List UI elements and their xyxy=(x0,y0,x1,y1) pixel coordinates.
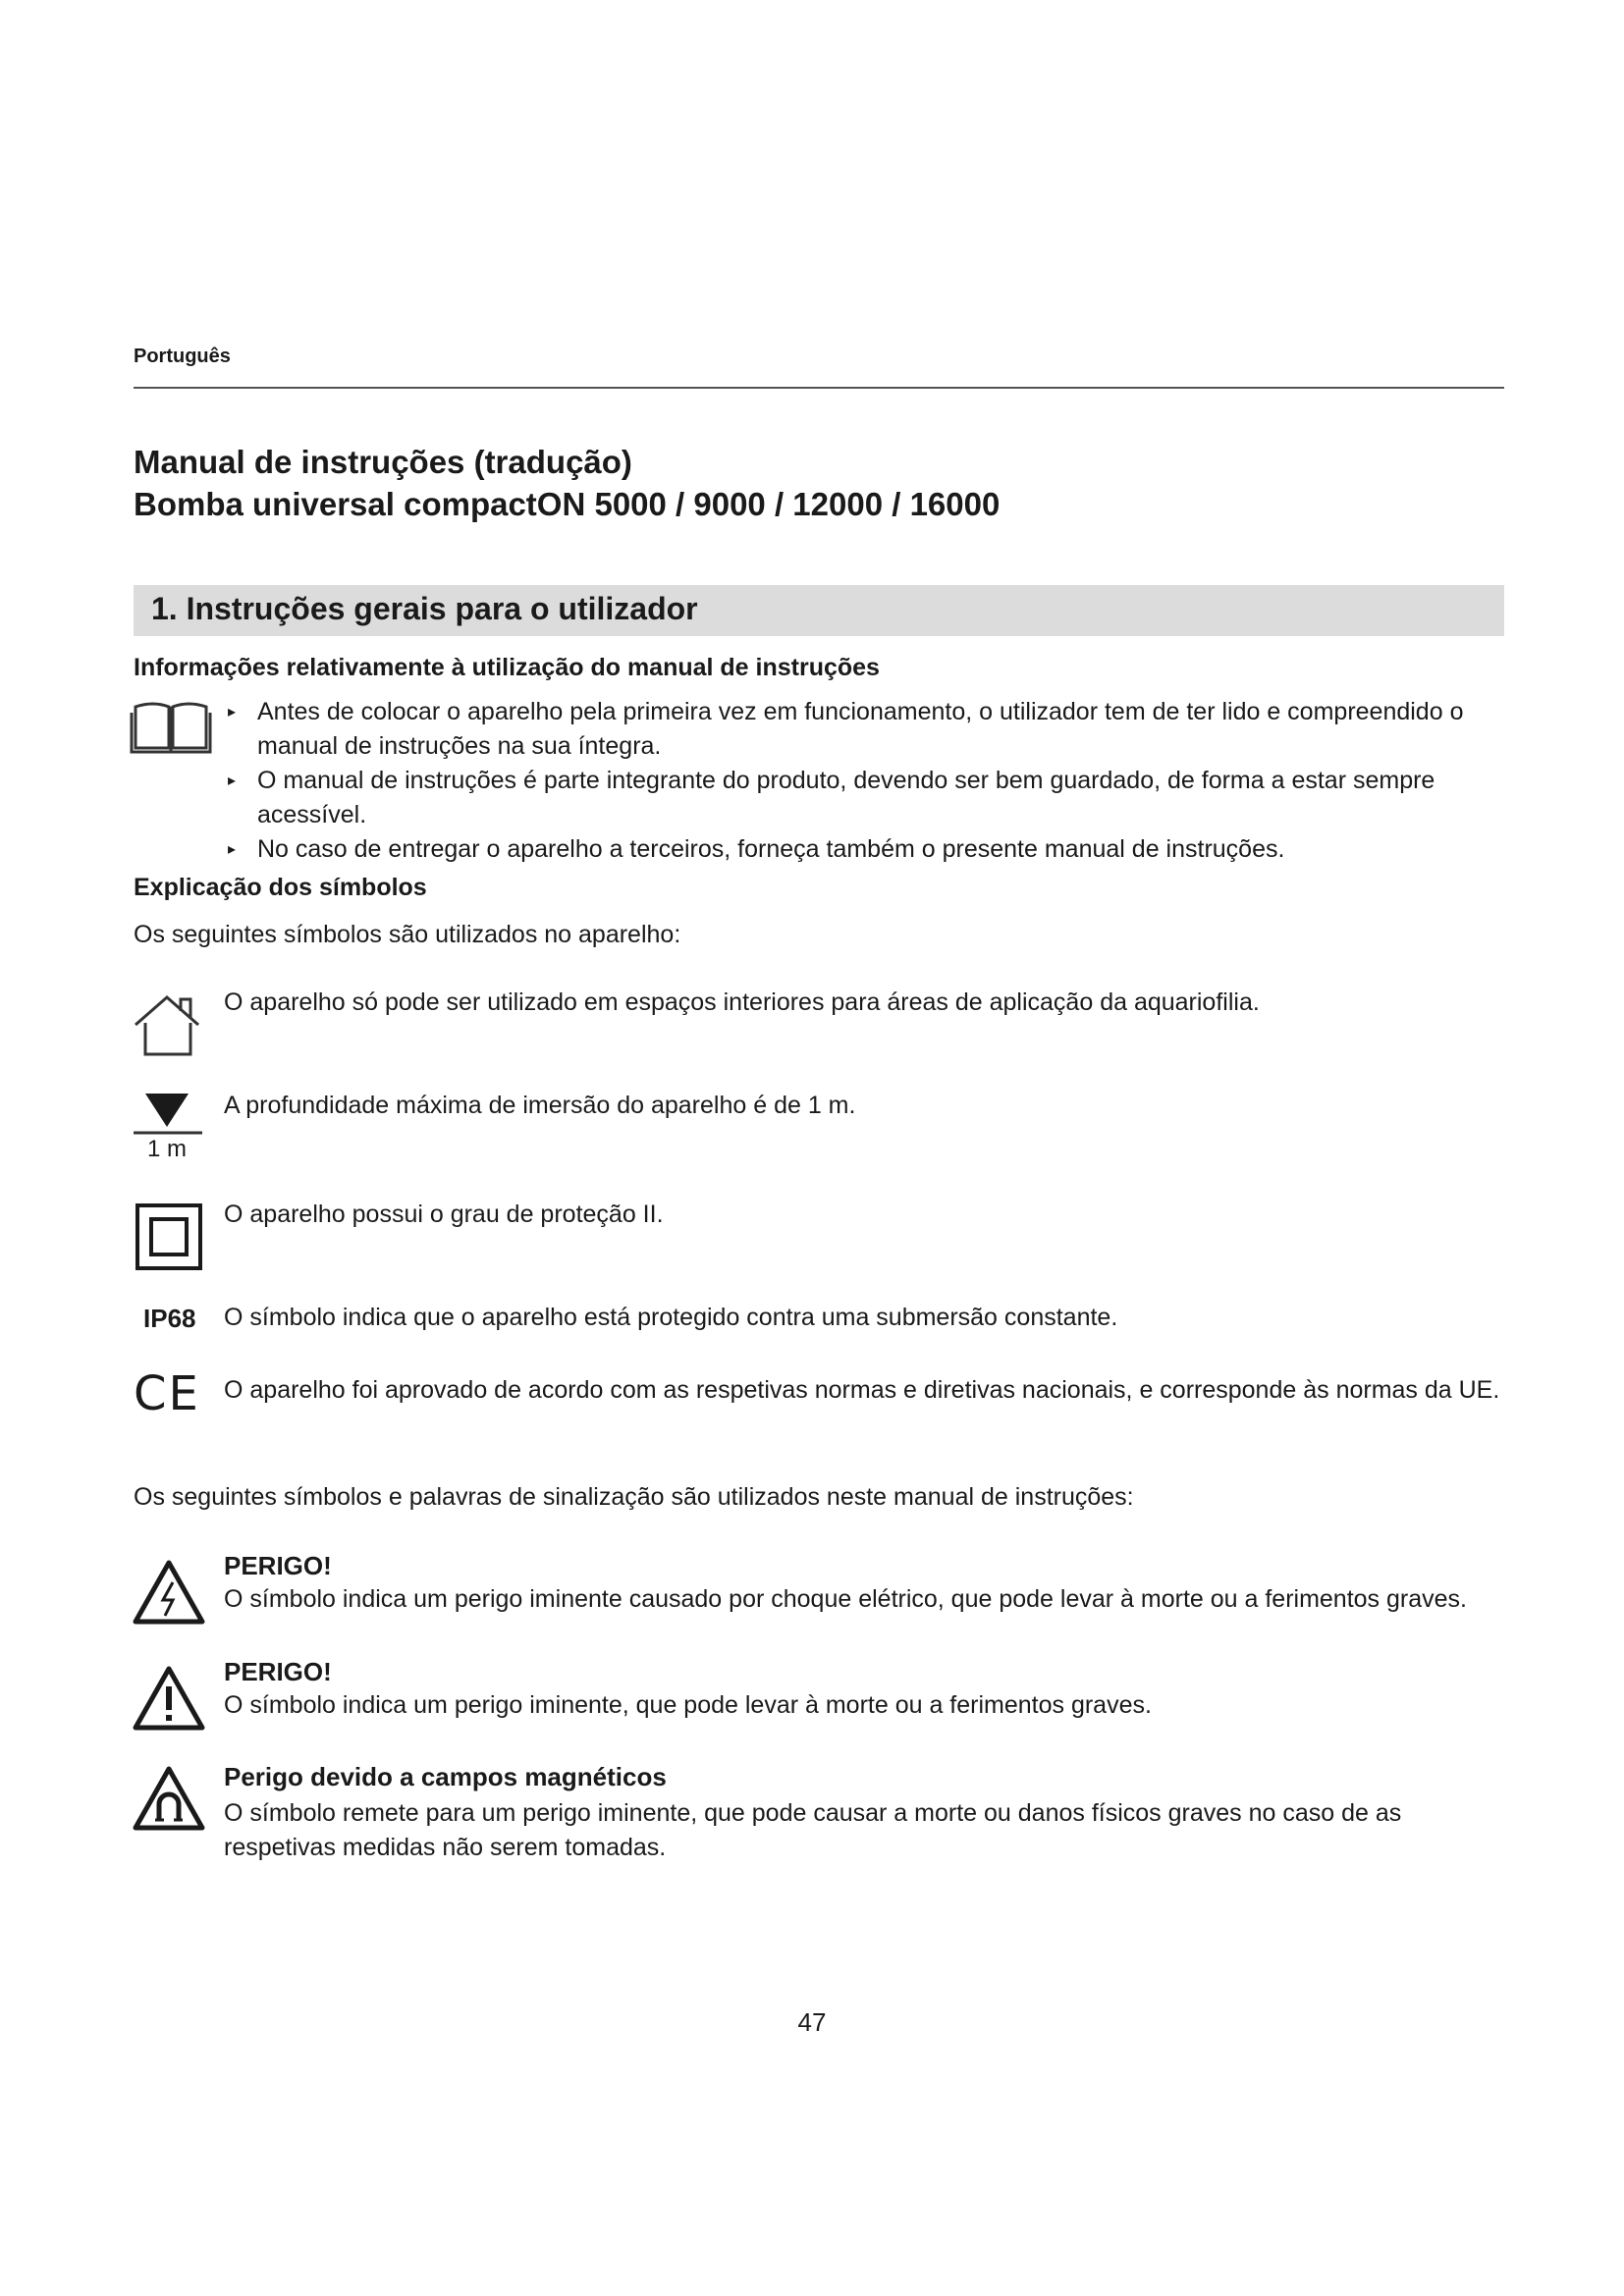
list-item: ▸ O manual de instruções é parte integrante do produto, devendo ser bem guardado, de forma a estar sempre acessível. xyxy=(224,764,1510,832)
open-book-icon xyxy=(130,699,212,754)
depth-icon xyxy=(132,1092,204,1160)
symbol-indoor-text: O aparelho só pode ser utilizado em espaços interiores para áreas de aplicação da aquariofilia. xyxy=(224,988,1260,1016)
bullet-arrow-icon: ▸ xyxy=(228,704,237,721)
page-number: 47 xyxy=(797,2007,827,2037)
symbol-protection-text: O aparelho possui o grau de proteção II. xyxy=(224,1201,664,1228)
manual-usage-list xyxy=(224,695,1510,867)
warning-magnetic-text: O símbolo remete para um perigo iminente, que pode causar a morte ou danos físicos graves no caso de as respetivas medidas não serem tomadas. xyxy=(224,1799,1402,1861)
magnetic-field-warning-icon xyxy=(132,1765,206,1832)
symbol-depth-text: A profundidade máxima de imersão do aparelho é de 1 m. xyxy=(224,1092,856,1119)
signal-words-intro: Os seguintes símbolos e palavras de sinalização são utilizados neste manual de instruções: xyxy=(134,1483,1134,1511)
indoor-house-icon xyxy=(132,993,202,1058)
symbol-ce-text: O aparelho foi aprovado de acordo com as respetivas normas e diretivas nacionais, e corresponde às normas da UE. xyxy=(224,1376,1500,1404)
warning-electric-text: O símbolo indica um perigo iminente causado por choque elétrico, que pode levar à morte ou a ferimentos graves. xyxy=(224,1585,1467,1613)
warning-general-text: O símbolo indica um perigo iminente, que pode levar à morte ou a ferimentos graves. xyxy=(224,1691,1152,1719)
manual-usage-heading: Informações relativamente à utilização do manual de instruções xyxy=(134,654,880,681)
protection-class-ii-icon xyxy=(135,1203,202,1270)
electric-shock-warning-icon xyxy=(132,1559,206,1626)
bullet-arrow-icon: ▸ xyxy=(228,841,237,858)
header-divider xyxy=(134,387,1504,389)
product-title: Bomba universal compactON 5000 / 9000 / 12000 / 16000 xyxy=(134,486,1001,522)
list-item: ▸ Antes de colocar o aparelho pela primeira vez em funcionamento, o utilizador tem de ter lido e compreendido o manual de instruções na sua íntegra. xyxy=(224,695,1510,764)
symbol-ip68-text: O símbolo indica que o aparelho está protegido contra uma submersão constante. xyxy=(224,1304,1118,1331)
bullet-arrow-icon: ▸ xyxy=(228,773,237,789)
list-item: ▸ No caso de entregar o aparelho a terceiros, forneça também o presente manual de instruções. xyxy=(224,832,1510,867)
symbols-intro: Os seguintes símbolos são utilizados no aparelho: xyxy=(134,921,681,948)
general-warning-icon xyxy=(132,1665,206,1732)
section-title: 1. Instruções gerais para o utilizador xyxy=(151,591,698,626)
language-label: Português xyxy=(134,346,231,367)
warning-magnetic-title: Perigo devido a campos magnéticos xyxy=(224,1762,667,1791)
document-title: Manual de instruções (tradução) xyxy=(134,444,632,480)
warning-general-title: PERIGO! xyxy=(224,1657,332,1686)
depth-icon-label: 1 m xyxy=(146,1136,188,1160)
ce-mark-icon: CE xyxy=(134,1366,200,1421)
symbols-heading: Explicação dos símbolos xyxy=(134,874,427,901)
ip68-label: IP68 xyxy=(143,1304,196,1333)
warning-electric-title: PERIGO! xyxy=(224,1551,332,1580)
